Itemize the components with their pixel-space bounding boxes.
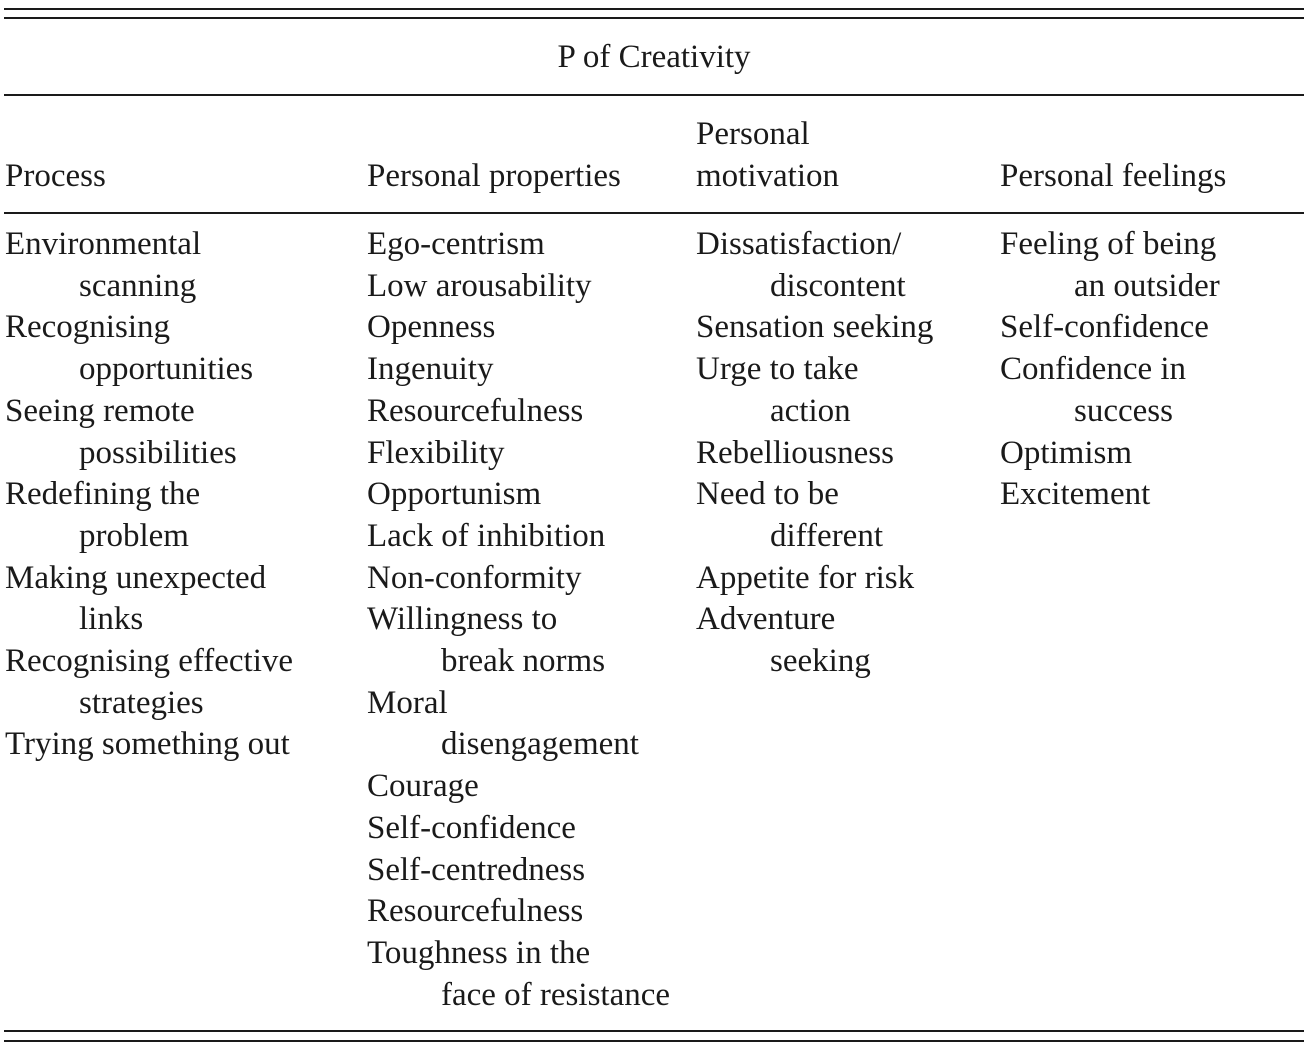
properties-item-text: Non-conformity	[367, 559, 582, 596]
properties-item	[367, 599, 670, 682]
properties-item	[367, 683, 670, 766]
properties-item	[367, 433, 670, 475]
header-personal-motivation-line2: motivation	[696, 158, 839, 194]
properties-item	[367, 391, 670, 433]
top-rule	[4, 8, 1304, 10]
properties-item-text: Low arousability	[367, 267, 592, 304]
feelings-item	[1000, 307, 1220, 349]
motivation-item-text: Dissatisfaction/	[696, 226, 902, 262]
feelings-item	[1000, 349, 1220, 432]
properties-item	[367, 224, 670, 266]
properties-item-text: Toughness in the	[367, 934, 591, 971]
process-item-text: Trying something out	[5, 726, 290, 763]
properties-item-text: Ego-centrism	[367, 226, 545, 262]
feelings-item-continuation: an outsider	[1074, 267, 1220, 304]
process-item	[5, 224, 293, 307]
bottom-rule	[4, 1030, 1304, 1032]
properties-item	[367, 474, 670, 516]
properties-item-text: Lack of inhibition	[367, 517, 606, 554]
process-item-continuation: problem	[79, 517, 189, 554]
process-item	[5, 474, 293, 557]
properties-item-continuation: face of resistance	[441, 976, 671, 1013]
properties-item	[367, 558, 670, 600]
table-title: P of Creativity	[557, 39, 751, 75]
personal-motivation-column	[696, 224, 933, 683]
properties-item	[367, 266, 670, 308]
motivation-item-continuation: action	[770, 392, 851, 429]
process-item-text: Redefining the	[5, 476, 201, 513]
motivation-item-text: Appetite for risk	[696, 559, 915, 596]
feelings-item-text: Optimism	[1000, 434, 1133, 471]
motivation-item	[696, 433, 933, 475]
header-rule	[4, 212, 1304, 214]
process-column	[5, 224, 293, 766]
header-process: Process	[5, 158, 106, 194]
process-item	[5, 307, 293, 390]
properties-item-text: Opportunism	[367, 476, 542, 513]
process-item	[5, 724, 293, 766]
properties-item-continuation: break norms	[441, 643, 606, 680]
process-item-text: Seeing remote	[5, 392, 195, 429]
title-rule	[4, 94, 1304, 96]
bottom-rule-second	[4, 1040, 1304, 1042]
properties-item	[367, 349, 670, 391]
properties-item	[367, 850, 670, 892]
motivation-item	[696, 349, 933, 432]
properties-item	[367, 516, 670, 558]
feelings-item	[1000, 474, 1220, 516]
motivation-item-text: Adventure	[696, 601, 836, 638]
motivation-item	[696, 599, 933, 682]
process-item-text: Recognising effective	[5, 643, 294, 680]
properties-item-text: Resourcefulness	[367, 893, 584, 930]
feelings-item	[1000, 433, 1220, 475]
process-item	[5, 641, 293, 724]
process-item-continuation: scanning	[79, 267, 197, 304]
feelings-item-continuation: success	[1074, 392, 1173, 429]
header-personal-motivation-line1: Personal	[696, 116, 810, 152]
properties-item	[367, 933, 670, 1016]
motivation-item-text: Urge to take	[696, 351, 859, 388]
personal-properties-column	[367, 224, 670, 1016]
properties-item-text: Self-centredness	[367, 851, 586, 888]
properties-item-text: Willingness to	[367, 601, 558, 638]
properties-item	[367, 766, 670, 808]
process-item-continuation: opportunities	[79, 351, 254, 388]
process-item	[5, 558, 293, 641]
properties-item-continuation: disengagement	[441, 726, 639, 763]
process-item-text: Recognising	[5, 309, 170, 346]
properties-item-text: Self-confidence	[367, 809, 576, 846]
feelings-item-text: Excitement	[1000, 476, 1151, 513]
properties-item	[367, 307, 670, 349]
personal-feelings-column	[1000, 224, 1220, 516]
motivation-item-continuation: seeking	[770, 643, 871, 680]
motivation-item	[696, 558, 933, 600]
motivation-item-continuation: different	[770, 517, 884, 554]
feelings-item-text: Self-confidence	[1000, 309, 1209, 346]
motivation-item	[696, 307, 933, 349]
motivation-item	[696, 474, 933, 557]
process-item-text: Environmental	[5, 226, 202, 262]
properties-item-text: Resourcefulness	[367, 392, 584, 429]
motivation-item-continuation: discontent	[770, 267, 906, 304]
properties-item-text: Courage	[367, 768, 479, 805]
motivation-item-text: Need to be	[696, 476, 839, 513]
motivation-item-text: Sensation seeking	[696, 309, 934, 346]
motivation-item-text: Rebelliousness	[696, 434, 894, 471]
properties-item	[367, 891, 670, 933]
feelings-item-text: Confidence in	[1000, 351, 1187, 388]
properties-item-text: Openness	[367, 309, 496, 346]
header-personal-feelings: Personal feelings	[1000, 158, 1227, 194]
process-item-continuation: possibilities	[79, 434, 237, 471]
top-rule-second	[4, 17, 1304, 19]
feelings-item-text: Feeling of being	[1000, 226, 1217, 262]
process-item-continuation: strategies	[79, 684, 204, 721]
header-personal-properties: Personal properties	[367, 158, 621, 194]
process-item-continuation: links	[79, 601, 144, 638]
process-item-text: Making unexpected	[5, 559, 267, 596]
process-item	[5, 391, 293, 474]
motivation-item	[696, 224, 933, 307]
feelings-item	[1000, 224, 1220, 307]
properties-item-text: Moral	[367, 684, 448, 721]
properties-item-text: Flexibility	[367, 434, 505, 471]
properties-item	[367, 808, 670, 850]
properties-item-text: Ingenuity	[367, 351, 494, 388]
